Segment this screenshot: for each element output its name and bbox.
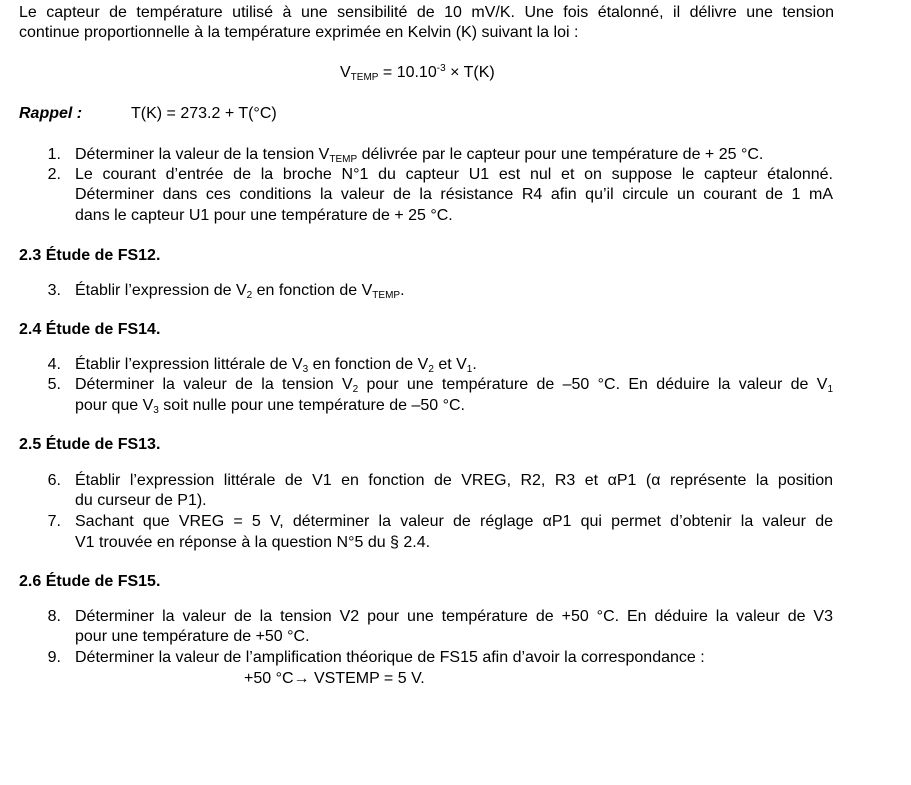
section-heading-2-6: 2.6 Étude de FS15. (19, 573, 161, 590)
q2-line-1: Le courant d’entrée de la broche N°1 du capteur U1 est nul et on suppose le capteur étalonné. (75, 166, 833, 183)
q6-number: 6. (47, 472, 61, 489)
q1-sub: TEMP (329, 154, 358, 165)
intro-line-1: Le capteur de température utilisé à une sensibilité de 10 mV/K. Une fois étalonné, il délivre une tension (19, 4, 834, 21)
q5-line-2 (75, 396, 465, 416)
formula (340, 63, 495, 83)
q5-a: Déterminer la valeur de la tension V (75, 376, 353, 393)
q6-line-2: du curseur de P1). (75, 492, 207, 509)
q3-b: en fonction de V (252, 282, 373, 299)
q4-sub-1: 3 (302, 364, 309, 375)
q5-sub-2: 1 (827, 384, 833, 395)
q4-c: et V (433, 356, 467, 373)
q2-number: 2. (47, 166, 61, 183)
q9-line-2: +50 °C→ VSTEMP = 5 V. (244, 670, 425, 687)
q3-c: . (400, 282, 405, 299)
q4-text (75, 355, 477, 375)
q5-number: 5. (47, 376, 61, 393)
formula-mid: = 10.10 (378, 64, 437, 81)
q5-sub-1: 2 (352, 384, 359, 395)
q2-line-3: dans le capteur U1 pour une température de + 25 °C. (75, 207, 453, 224)
q4-sub-2: 2 (428, 364, 434, 375)
q4-number: 4. (47, 356, 61, 373)
q3-number: 3. (47, 282, 61, 299)
q8-line-2: pour une température de +50 °C. (75, 628, 310, 645)
q5-d: soit nulle pour une température de –50 °C. (158, 397, 465, 414)
q5-line-1 (75, 375, 833, 395)
q9-number: 9. (47, 649, 61, 666)
q3-sub-2: TEMP (372, 290, 401, 301)
q5-b: pour une température de –50 °C. En déduire la valeur de V (358, 376, 828, 393)
q1-a: Déterminer la valeur de la tension V (75, 146, 330, 163)
rappel-text: T(K) = 273.2 + T(°C) (131, 105, 277, 122)
q1-b: délivrée par le capteur pour une température de + 25 °C. (357, 146, 764, 163)
formula-sub: TEMP (350, 72, 379, 83)
q4-d: . (472, 356, 477, 373)
q7-line-2: V1 trouvée en réponse à la question N°5 du § 2.4. (75, 534, 431, 551)
section-heading-2-5: 2.5 Étude de FS13. (19, 436, 161, 453)
q1-text (75, 145, 763, 165)
q4-sub-3: 1 (466, 364, 473, 375)
q8-line-1: Déterminer la valeur de la tension V2 pour une température de +50 °C. En déduire la valeur de V3 (75, 608, 833, 625)
q3-text (75, 281, 405, 301)
rappel-label: Rappel : (19, 105, 83, 122)
q9-line-1: Déterminer la valeur de l’amplification théorique de FS15 afin d’avoir la correspondance : (75, 649, 705, 666)
q4-b: en fonction de V (308, 356, 429, 373)
q1-number: 1. (47, 146, 61, 163)
q3-a: Établir l’expression de V (75, 282, 247, 299)
q6-line-1: Établir l’expression littérale de V1 en fonction de VREG, R2, R3 et αP1 (α représente la position (75, 472, 833, 489)
formula-v: V (340, 64, 351, 81)
formula-tail: × T(K) (445, 64, 495, 81)
q5-c: pour que V (75, 397, 154, 414)
q2-line-2: Déterminer dans ces conditions la valeur de la résistance R4 afin qu’il circule un courant de 1 mA (75, 186, 833, 203)
section-heading-2-4: 2.4 Étude de FS14. (19, 321, 161, 338)
section-heading-2-3: 2.3 Étude de FS12. (19, 247, 161, 264)
formula-sup: -3 (436, 63, 446, 74)
q4-a: Établir l’expression littérale de V (75, 356, 303, 373)
q7-line-1: Sachant que VREG = 5 V, déterminer la valeur de réglage αP1 qui permet d’obtenir la valeur de (75, 513, 833, 530)
q5-sub-3: 3 (153, 405, 159, 416)
q3-sub-1: 2 (246, 290, 253, 301)
intro-line-2: continue proportionnelle à la température exprimée en Kelvin (K) suivant la loi : (19, 24, 579, 41)
q8-number: 8. (47, 608, 61, 625)
q7-number: 7. (47, 513, 61, 530)
